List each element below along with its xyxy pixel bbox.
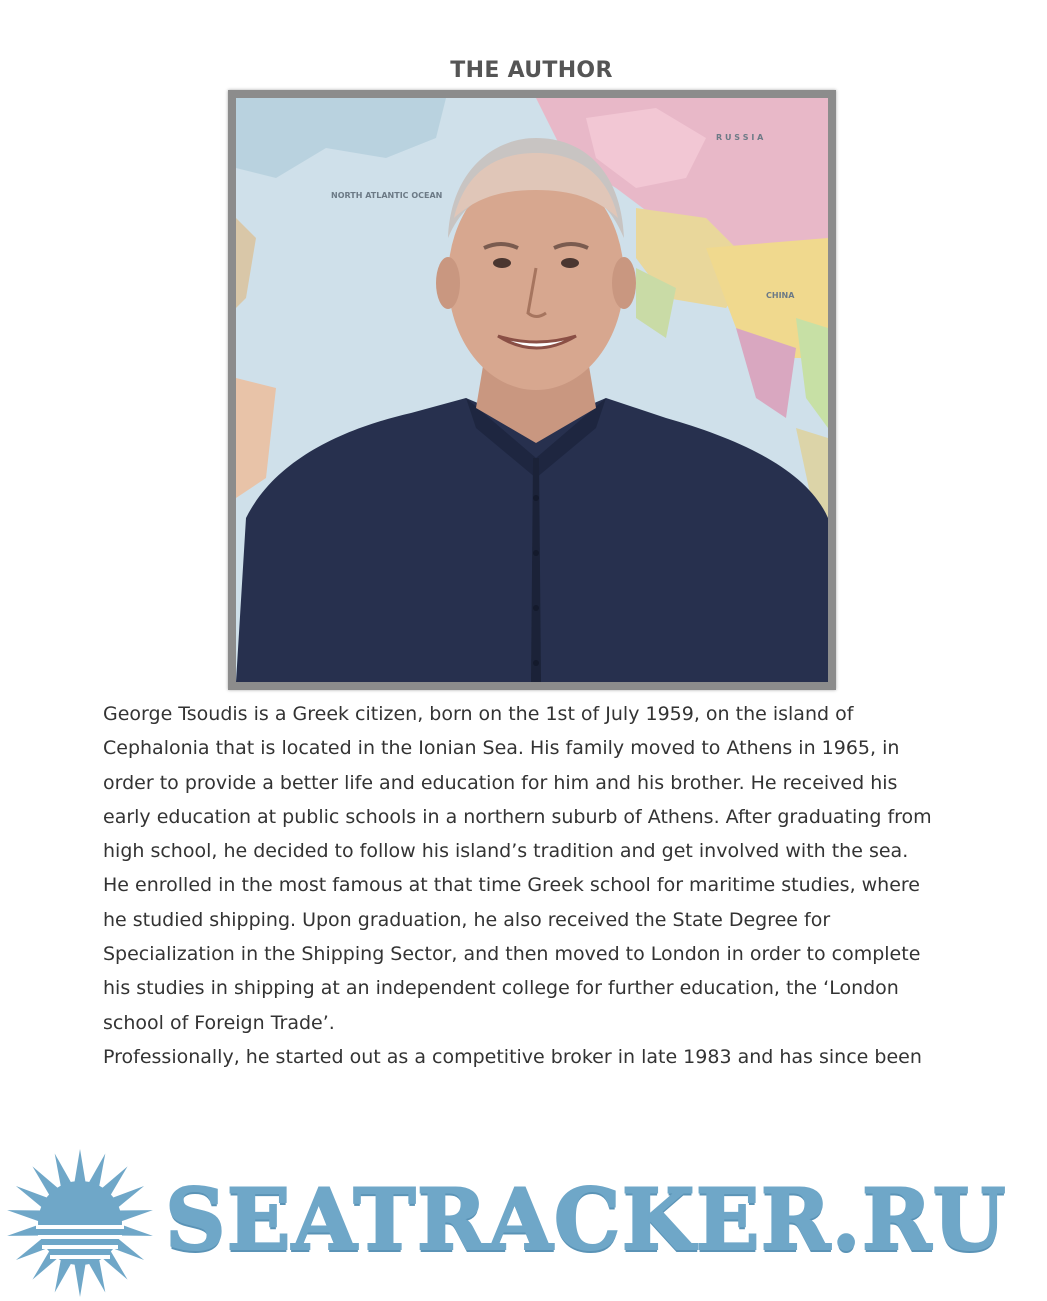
- bio-line: Specialization in the Shipping Sector, and then moved to London in order to complete: [103, 943, 921, 966]
- author-portrait-image: [236, 98, 828, 682]
- map-label-china: CHINA: [766, 291, 795, 300]
- bio-line: he studied shipping. Upon graduation, he also received the State Degree for: [103, 908, 831, 931]
- watermark-text: SEATRACKER.RU: [165, 1170, 1007, 1269]
- author-bio: [103, 697, 983, 1074]
- bio-line: high school, he decided to follow his island’s tradition and get involved with the sea.: [103, 840, 909, 863]
- bio-line: Professionally, he started out as a competitive broker in late 1983 and has since been: [103, 1045, 922, 1068]
- page-title: THE AUTHOR: [450, 58, 613, 83]
- bio-line: Cephalonia that is located in the Ionian Sea. His family moved to Athens in 1965, in: [103, 737, 900, 760]
- bio-line: George Tsoudis is a Greek citizen, born on the 1st of July 1959, on the island of: [103, 703, 854, 725]
- author-photo: [228, 90, 836, 690]
- map-label-russia: R U S S I A: [716, 133, 764, 142]
- sun-icon: [5, 1148, 155, 1298]
- bio-line: his studies in shipping at an independent college for further education, the ‘London: [103, 977, 899, 1000]
- bio-line: order to provide a better life and education for him and his brother. He received his: [103, 771, 898, 794]
- bio-line: school of Foreign Trade’.: [103, 1011, 335, 1034]
- bio-line: He enrolled in the most famous at that time Greek school for maritime studies, where: [103, 874, 920, 897]
- map-label-ocean: NORTH ATLANTIC OCEAN: [331, 191, 443, 200]
- bio-line: early education at public schools in a northern suburb of Athens. After graduating from: [103, 805, 932, 828]
